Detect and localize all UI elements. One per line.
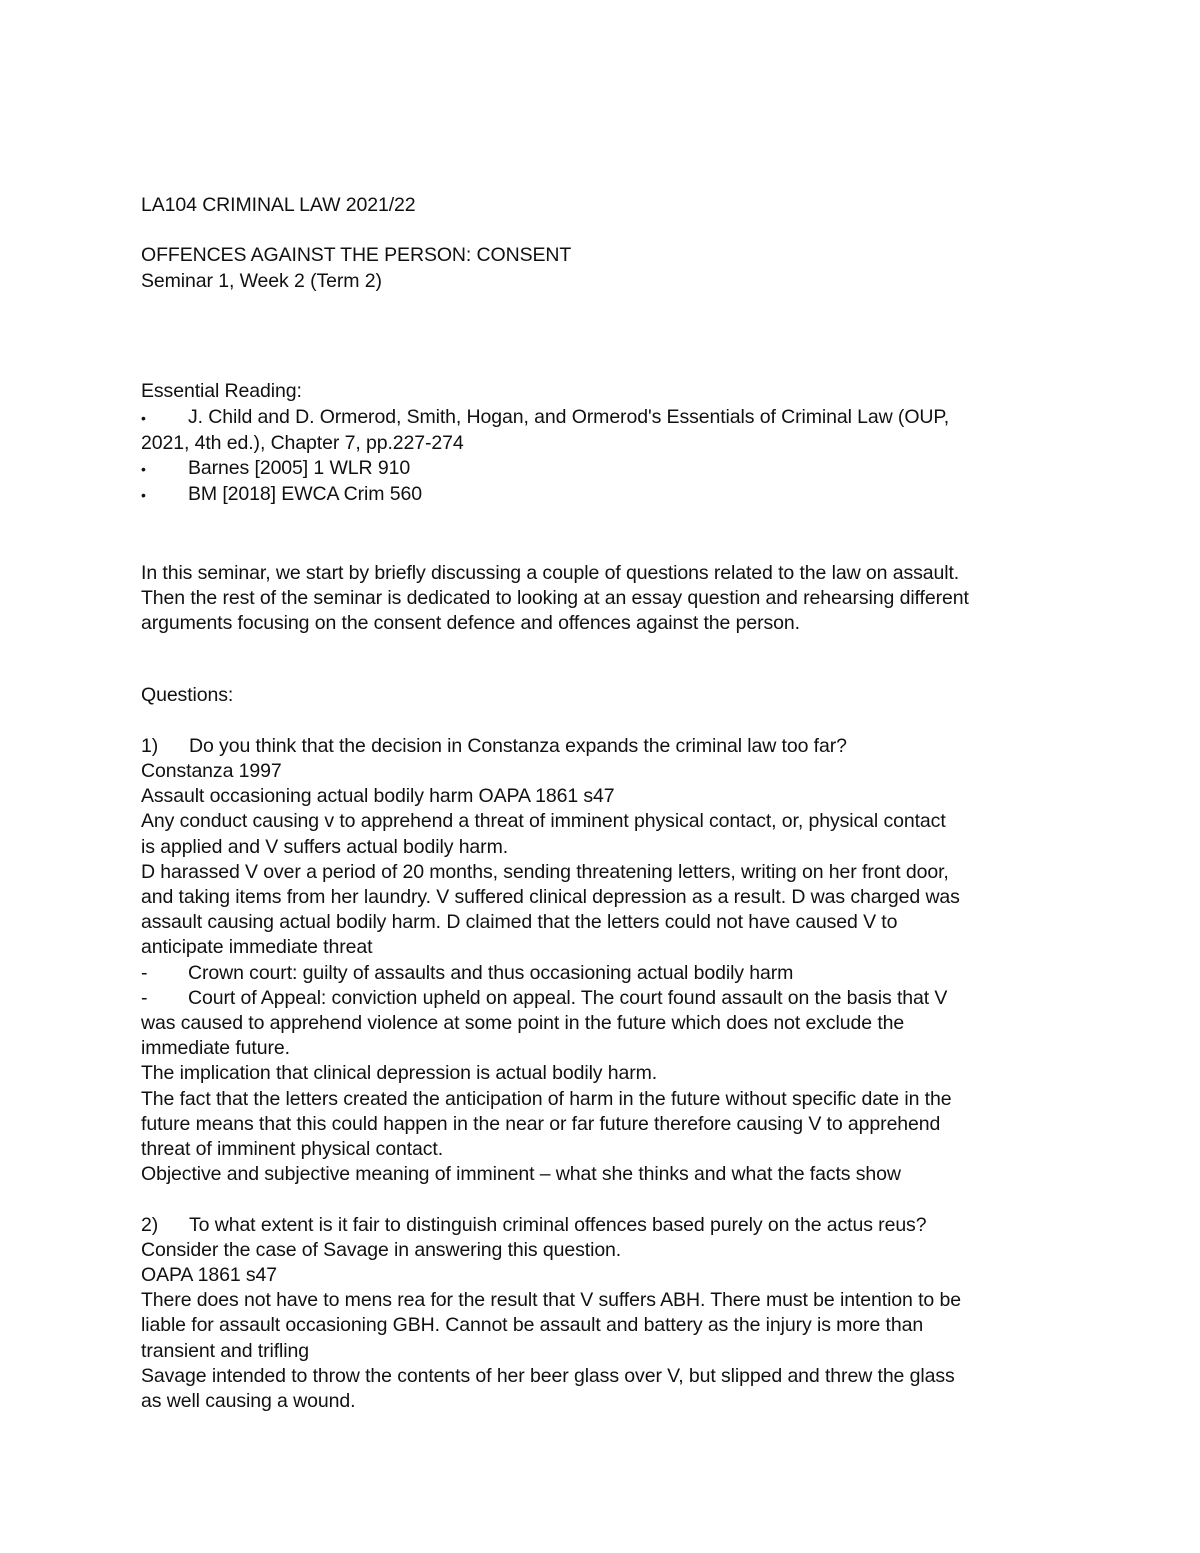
spacer <box>141 709 1081 734</box>
answer-line: and taking items from her laundry. V suffered clinical depression as a result. D was charged was <box>141 885 960 908</box>
spacer <box>141 344 1081 369</box>
bullet-icon: • <box>141 409 146 426</box>
reading-item-continuation: 2021, 4th ed.), Chapter 7, pp.227-274 <box>141 431 464 454</box>
dash-icon: - <box>141 961 148 984</box>
answer-line: threat of imminent physical contact. <box>141 1138 444 1160</box>
question-2 <box>141 1213 1081 1238</box>
answer-line: OAPA 1861 s47 <box>141 1264 278 1286</box>
bullet-icon: • <box>141 460 146 477</box>
spacer <box>141 1187 1081 1212</box>
question-text: Do you think that the decision in Constanza expands the criminal law too far? <box>189 734 847 757</box>
answer-line: is applied and V suffers actual bodily harm. <box>141 835 509 858</box>
answer-line: immediate future. <box>141 1037 290 1060</box>
spacer <box>141 319 1081 344</box>
dash-icon: - <box>141 986 148 1009</box>
dash-item-text: Crown court: guilty of assaults and thus occasioning actual bodily harm <box>188 961 794 984</box>
answer-line: The implication that clinical depression is actual bodily harm. <box>141 1062 658 1085</box>
session-info: Seminar 1, Week 2 (Term 2) <box>141 269 382 292</box>
question-number: 1) <box>141 734 159 757</box>
reading-heading: Essential Reading: <box>141 380 302 403</box>
bullet-icon: • <box>141 487 146 504</box>
reading-item <box>141 456 1081 482</box>
answer-line: liable for assault occasioning GBH. Cannot be assault and battery as the injury is more than <box>141 1314 924 1337</box>
intro-line: Then the rest of the seminar is dedicated to looking at an essay question and rehearsing different <box>141 586 969 609</box>
answer-line: Savage intended to throw the contents of her beer glass over V, but slipped and threw the glass <box>141 1364 955 1387</box>
course-title: LA104 CRIMINAL LAW 2021/22 <box>141 194 416 216</box>
intro-line: arguments focusing on the consent defence and offences against the person. <box>141 611 800 634</box>
spacer <box>141 534 1081 561</box>
reading-item <box>141 482 1081 508</box>
answer-line: The fact that the letters created the anticipation of harm in the future without specific date in the <box>141 1087 952 1110</box>
answer-line: There does not have to mens rea for the result that V suffers ABH. There must be intention to be <box>141 1289 961 1312</box>
answer-line: future means that this could happen in the near or far future therefore causing V to apprehend <box>141 1112 941 1135</box>
reading-item-text: BM [2018] EWCA Crim 560 <box>188 483 422 506</box>
answer-line: transient and trifling <box>141 1339 309 1362</box>
answer-line: Objective and subjective meaning of imminent – what she thinks and what the facts show <box>141 1163 901 1186</box>
spacer <box>141 294 1081 319</box>
reading-item-text: Barnes [2005] 1 WLR 910 <box>188 456 411 479</box>
spacer <box>141 661 1081 683</box>
question-text: To what extent is it fair to distinguish criminal offences based purely on the actus reus? <box>189 1213 927 1236</box>
dash-item <box>141 961 1081 986</box>
question-1 <box>141 734 1081 759</box>
answer-line: Consider the case of Savage in answering this question. <box>141 1238 622 1261</box>
document-page <box>141 193 1081 1414</box>
topic-title: OFFENCES AGAINST THE PERSON: CONSENT <box>141 244 572 267</box>
spacer <box>141 218 1081 243</box>
question-number: 2) <box>141 1213 159 1236</box>
spacer <box>141 636 1081 661</box>
answer-line: anticipate immediate threat <box>141 936 373 959</box>
answer-line: D harassed V over a period of 20 months, sending threatening letters, writing on her front door, <box>141 860 949 883</box>
reading-item <box>141 405 1081 431</box>
reading-item-text: J. Child and D. Ormerod, Smith, Hogan, and Ormerod's Essentials of Criminal Law (OUP, <box>188 405 950 428</box>
answer-line: assault causing actual bodily harm. D claimed that the letters could not have caused V to <box>141 911 898 934</box>
answer-line: Any conduct causing v to apprehend a threat of imminent physical contact, or, physical contact <box>141 810 946 833</box>
dash-item-text: Court of Appeal: conviction upheld on appeal. The court found assault on the basis that V <box>188 986 948 1009</box>
answer-line: was caused to apprehend violence at some point in the future which does not exclude the <box>141 1011 905 1034</box>
spacer <box>141 508 1081 533</box>
dash-item <box>141 986 1081 1011</box>
answer-line: Constanza 1997 <box>141 759 282 782</box>
spacer <box>141 369 1081 379</box>
intro-line: In this seminar, we start by briefly discussing a couple of questions related to the law on assault. <box>141 561 960 584</box>
answer-line: as well causing a wound. <box>141 1390 356 1413</box>
questions-heading: Questions: <box>141 684 234 707</box>
answer-line: Assault occasioning actual bodily harm OAPA 1861 s47 <box>141 785 615 808</box>
